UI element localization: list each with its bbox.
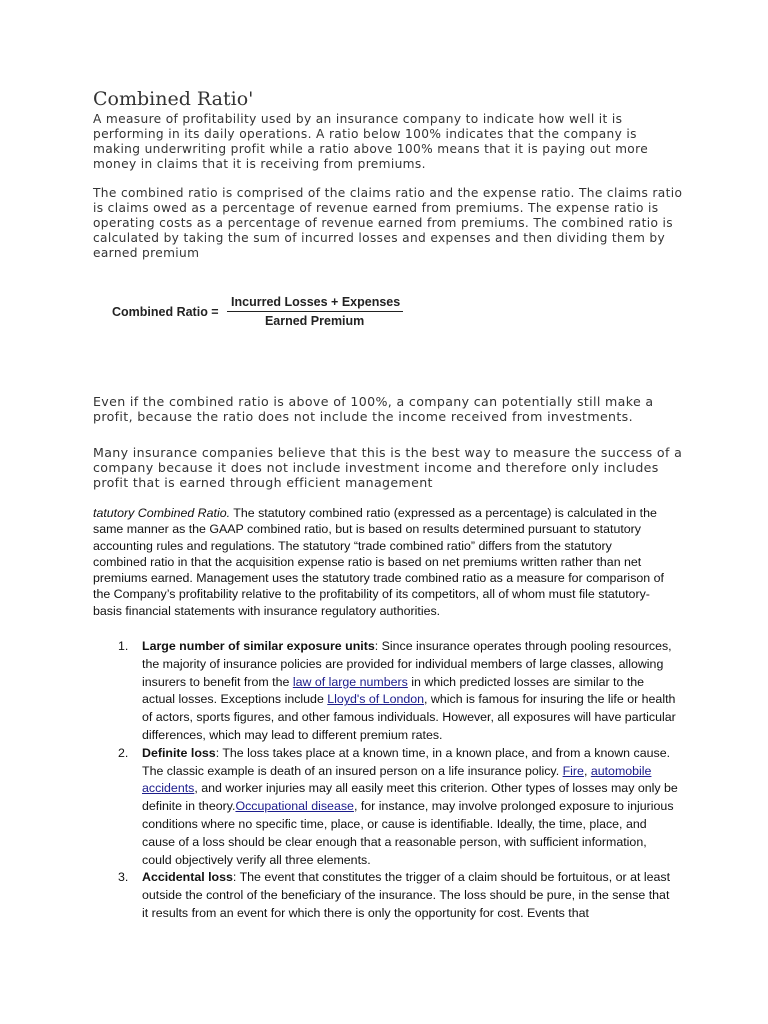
list-item <box>118 638 678 745</box>
automobile-accidents-link[interactable]: automobile accidents <box>142 763 652 796</box>
page-title: Combined Ratio' <box>93 88 254 110</box>
occupational-disease-link[interactable]: Occupational disease <box>235 799 354 814</box>
formula-denominator: Earned Premium <box>264 314 365 328</box>
list-item-text: : The event that constitutes the trigger of a claim should be fortuitous, or at least outside the control of the beneficiary of the insurance. The loss should be pure, in the sense that it results from an event for which there is only the opportunity for cost. Events that <box>142 870 671 920</box>
list-item-heading: Definite loss <box>142 745 216 760</box>
combined-ratio-formula <box>112 295 403 328</box>
statutory-text: The statutory combined ratio (expressed as a percentage) is calculated in the same manner as the GAAP combined ratio, but is based on results determined pursuant to statutory accounting rules and regulations. The statutory “trade combined ratio” differs from the statutory combined ratio in that the acquisition expense ratio is based on net premiums written rather than net premiums earned. Management uses the statutory trade combined ratio as a measure for comparison of the Company’s profitability relative to the profitability of its competitors, all of whom must file statutory-basis financial statements with insurance regulatory authorities. <box>93 506 664 618</box>
body-paragraph-4: Many insurance companies believe that this is the best way to measure the success of a company because it does not include investment income and therefore only includes profit that is earned through efficient management <box>93 445 683 490</box>
list-item-heading: Large number of similar exposure units <box>142 639 375 653</box>
list-item <box>118 869 678 922</box>
statutory-heading: tatutory Combined Ratio. <box>93 506 231 520</box>
list-number: 3. <box>118 870 129 885</box>
statutory-paragraph <box>93 505 668 619</box>
list-item-text: , <box>583 763 591 778</box>
list-item-text: , for instance, may involve prolonged exposure to injurious conditions where no specific time, place, or cause is identifiable. Ideally, the time, place, and cause of a loss should be clear enough that a reasonable person, with sufficient information, could objectively verify all three elements. <box>142 799 674 867</box>
list-item <box>118 745 678 870</box>
list-item-text: , which is famous for insuring the life or health of actors, sports figures, and other famous individuals. However, all exposures will have particular differences, which may lead to different premium rates. <box>142 692 676 742</box>
list-item-text: in which predicted losses are similar to the actual losses. Exceptions include <box>142 674 645 707</box>
list-number: 2. <box>118 745 129 760</box>
list-number: 1. <box>118 639 129 653</box>
formula-numerator: Incurred Losses + Expenses <box>231 295 401 309</box>
formula-fraction <box>227 295 403 328</box>
intro-paragraph-2: The combined ratio is comprised of the claims ratio and the expense ratio. The claims ratio is claims owed as a percentage of revenue earned from premiums. The expense ratio is operating costs as a percentage of revenue earned from premiums. The combined ratio is calculated by taking the sum of incurred losses and expenses and then dividing them by earned premium <box>93 186 683 260</box>
list-item-text: : Since insurance operates through pooling resources, the majority of insurance policies are provided for individual members of large classes, allowing insurers to benefit from the <box>142 639 672 689</box>
list-item-text: : The loss takes place at a known time, in a known place, and from a known cause. The classic example is death of an insured person on a life insurance policy. <box>142 745 671 778</box>
fire-link[interactable]: Fire <box>562 763 584 778</box>
law-of-large-numbers-link[interactable]: law of large numbers <box>292 674 408 689</box>
formula-lhs: Combined Ratio = <box>112 304 219 319</box>
body-paragraph-3: Even if the combined ratio is above of 100%, a company can potentially still make a profit, because the ratio does not include the income received from investments. <box>93 394 654 424</box>
intro-paragraph-1: A measure of profitability used by an insurance company to indicate how well it is performing in its daily operations. A ratio below 100% indicates that the company is making underwriting profit while a ratio above 100% means that it is paying out more money in claims that it is receiving from premiums. <box>93 112 649 171</box>
list-item-heading: Accidental loss <box>142 870 233 885</box>
criteria-list <box>118 638 678 923</box>
lloyds-of-london-link[interactable]: Lloyd's of London <box>327 692 425 707</box>
list-item-text: , and worker injuries may all easily meet this criterion. Other types of losses may only be definite in theory. <box>142 781 678 814</box>
